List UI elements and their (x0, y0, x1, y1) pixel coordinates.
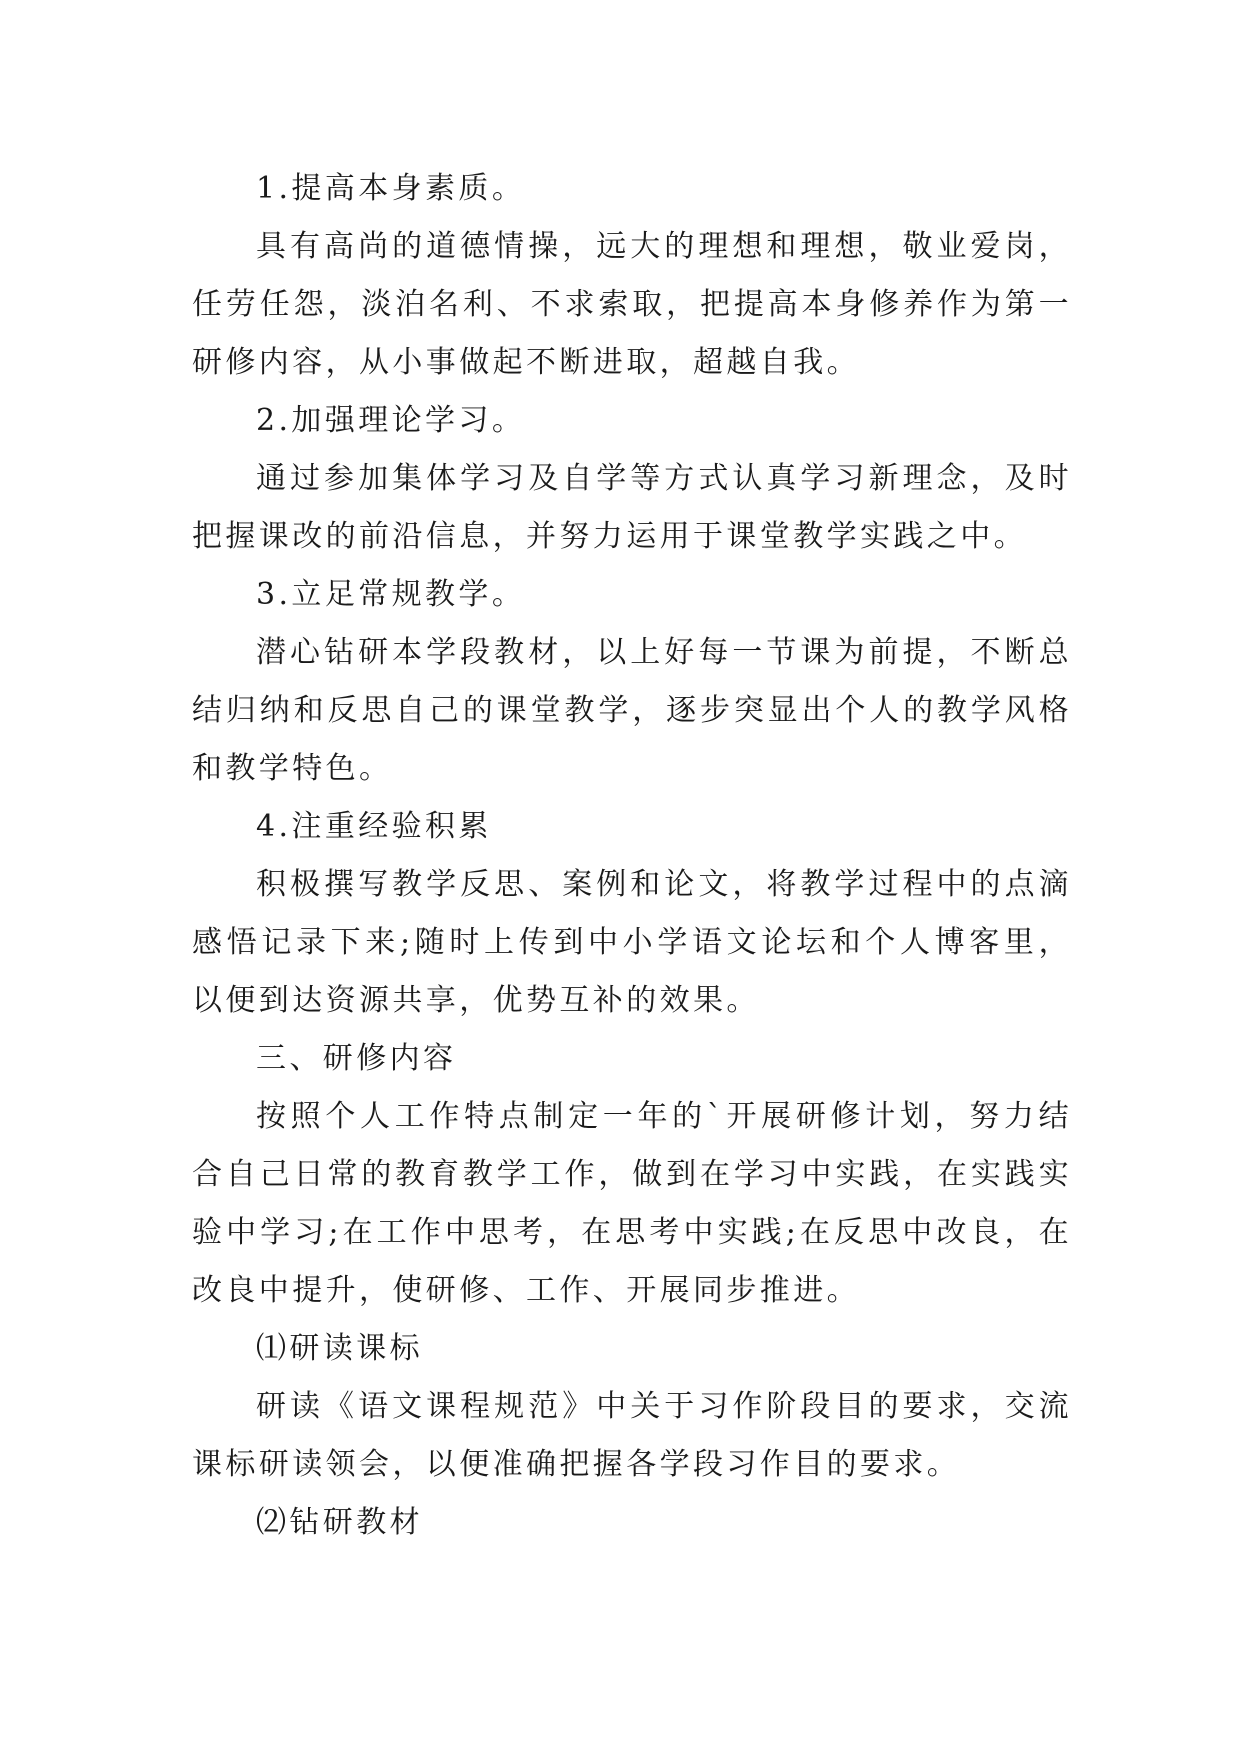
body-paragraph-6: 研读《语文课程规范》中关于习作阶段目的要求，交流课标研读领会，以便准确把握各学段习作目的要求。 (192, 1389, 1072, 1482)
body-paragraph-2: 通过参加集体学习及自学等方式认真学习新理念，及时把握课改的前沿信息，并努力运用于课堂教学实践之中。 (192, 461, 1072, 554)
body-paragraph-5: 按照个人工作特点制定一年的`开展研修计划，努力结合自己日常的教育教学工作，做到在学习中实践，在实践实验中学习;在工作中思考，在思考中实践;在反思中改良，在改良中提升，使研修、工作、开展同步推进。 (192, 1099, 1072, 1308)
subsection-heading-2: ⑵钻研教材 (256, 1505, 423, 1540)
subsection-heading-1: ⑴研读课标 (256, 1331, 423, 1366)
body-paragraph-4: 积极撰写教学反思、案例和论文，将教学过程中的点滴感悟记录下来;随时上传到中小学语文论坛和个人博客里，以便到达资源共享，优势互补的效果。 (192, 867, 1072, 1018)
section-heading-4: 4.注重经验积累 (256, 809, 492, 844)
section-heading-1: 1.提高本身素质。 (256, 171, 526, 206)
document-body (192, 160, 1072, 1552)
section-heading-3: 3.立足常规教学。 (256, 577, 526, 612)
section-heading-2: 2.加强理论学习。 (256, 403, 526, 438)
body-paragraph-3: 潜心钻研本学段教材，以上好每一节课为前提，不断总结归纳和反思自己的课堂教学，逐步突显出个人的教学风格和教学特色。 (192, 635, 1072, 786)
section-heading-research-content: 三、研修内容 (256, 1041, 457, 1076)
body-paragraph-1: 具有高尚的道德情操，远大的理想和理想，敬业爱岗，任劳任怨，淡泊名利、不求索取，把提高本身修养作为第一研修内容，从小事做起不断进取，超越自我。 (192, 229, 1072, 380)
